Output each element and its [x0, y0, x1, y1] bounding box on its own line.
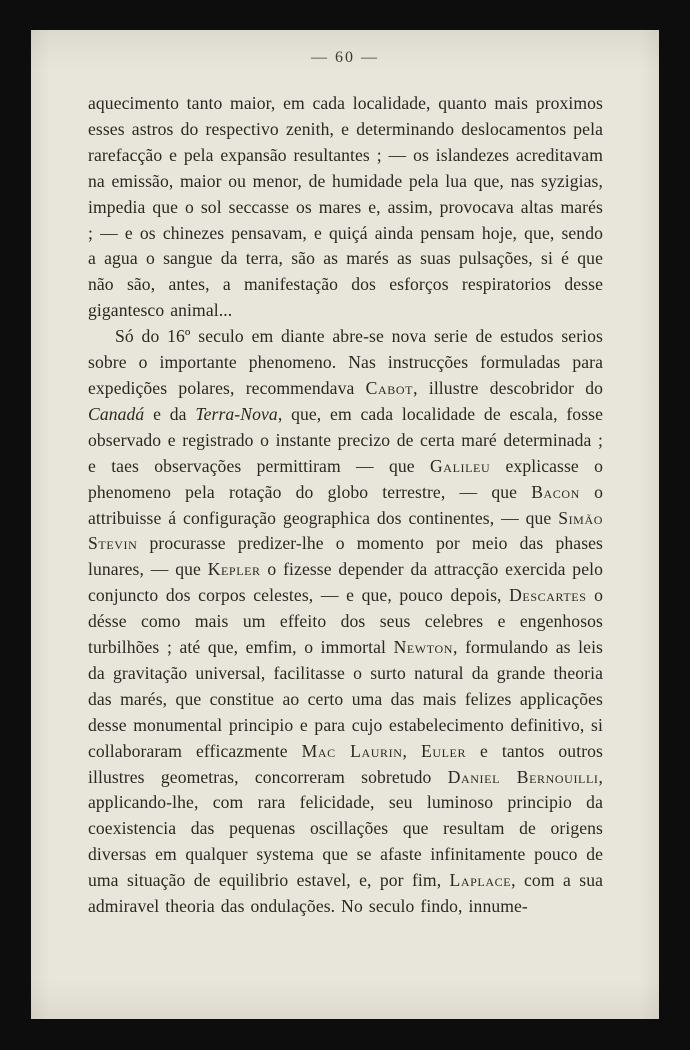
paragraph	[88, 91, 603, 324]
person-name: Bacon	[531, 481, 580, 502]
page-body	[88, 91, 603, 920]
italic-term: Terra-Nova	[195, 403, 278, 424]
text-run: e da	[144, 403, 196, 424]
text-run: e tantos outros illustres geometras, concorreram sobretudo	[88, 740, 603, 787]
person-name: Newton	[393, 637, 453, 658]
person-name: Cabot	[365, 377, 414, 398]
text-run: , com a sua admiravel theoria das ondulações. No seculo findo, innume-	[88, 870, 603, 917]
text-run: o attribuisse á configuração geographica dos continentes, — que	[88, 481, 603, 528]
text-run: procurasse predizer-lhe o momento por meio das phases lunares, — que	[88, 533, 603, 580]
text-run: o désse como mais um effeito dos seus celebres e engenhosos turbilhões ; até que, emfim, o immortal	[88, 585, 603, 658]
text-run: , que, em cada localidade de escala, fosse observado e registrado o instante precizo de certa maré determinada ; e taes observações permittiram — que	[88, 403, 603, 476]
text-run: Só do 16º seculo em diante abre-se nova serie de estudos serios sobre o importante phenomeno. Nas instrucções formuladas para expedições polares, recommendava	[88, 326, 603, 398]
text-run: ,	[402, 740, 421, 761]
text-run: , illustre descobridor do	[413, 377, 603, 398]
text-run: explicasse o phenomeno pela rotação do globo terrestre, — que	[88, 455, 603, 502]
italic-term: Canadá	[88, 403, 145, 424]
person-name: Galileu	[430, 455, 491, 476]
person-name: Descartes	[509, 585, 587, 606]
text-run: o fizesse depender da attracção exercida pelo conjuncto dos corpos celestes, — e que, pouco depois,	[88, 559, 603, 606]
text-run: aquecimento tanto maior, em cada localidade, quanto mais proximos esses astros do respectivo zenith, e determinando deslocamentos pela rarefacção e pela expansão resultantes ; — os islandezes acreditavam na emissão, maior ou menor, de humidade pela lua que, nas syzigias, impedia que o sol seccasse os mares e, assim, provocava altas marés ; — e os chinezes pensavam, e quiçá ainda pensam hoje, que, sendo a agua o sangue da terra, são as marés as suas pulsações, si é que não são, antes, a manifestação dos esforços respiratorios desse gigantesco animal...	[88, 93, 603, 321]
person-name: Daniel Bernouilli	[447, 766, 599, 787]
text-run: , formulando as leis da gravitação universal, facilitasse o surto natural da grande theoria das marés, que constitue ao certo uma das mais felizes applicações desse monumental principio e para cujo estabelecimento definitivo, si collaboraram efficazmente	[88, 637, 603, 761]
person-name: Kepler	[207, 559, 261, 580]
person-name: Simão Stevin	[88, 507, 603, 554]
paragraph	[88, 324, 603, 920]
book-page	[31, 30, 659, 1019]
person-name: Laplace	[449, 870, 512, 891]
text-run: , applicando-lhe, com rara felicidade, seu luminoso principio da coexistencia das pequenas oscillações que resultam de origens diversas em qualquer systema que se afaste infinitamente pouco de uma situação de equilibrio estavel, e, por fim,	[88, 766, 603, 891]
person-name: Euler	[420, 740, 467, 761]
page-number: — 60 —	[311, 49, 379, 66]
person-name: Mac Laurin	[301, 740, 403, 761]
